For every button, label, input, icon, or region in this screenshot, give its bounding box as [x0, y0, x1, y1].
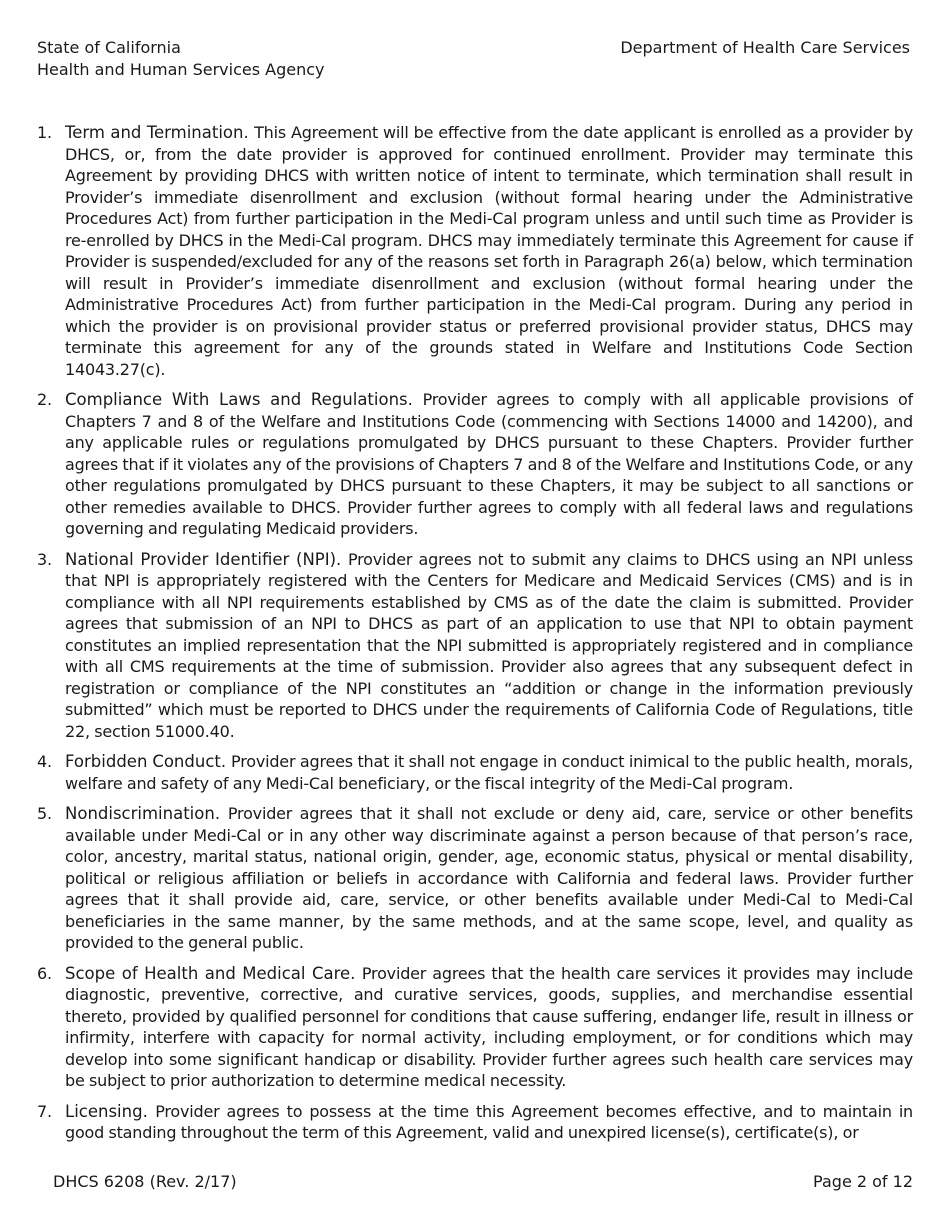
- clause-text: This Agreement will be effective from the date applicant is enrolled as a provider by DHCS, or, from the date provider is approved for continued enrollment. Provider may terminate this Agreement by providing DHCS with written notice of intent to terminate, which termination shall result in Provider’s immediate disenrollment and exclusion (without formal hearing under the Administrative Procedures Act) from further participation in the Medi-Cal program unless and until such time as Provider is re-enrolled by DHCS in the Medi-Cal program. DHCS may immediately terminate this Agreement for cause if Provider is suspended/excluded for any of the reasons set forth in Paragraph 26(a) below, which termination will result in Provider’s immediate disenrollment and exclusion (without formal hearing under the Administrative Procedures Act) from further participation in the Medi-Cal program. During any period in which the provider is on provisional provider status or preferred provisional provider status, DHCS may terminate this agreement for any of the grounds stated in Welfare and Institutions Code Section 14043.27(c).: [65, 123, 913, 379]
- header-agency-name: Health and Human Services Agency: [37, 60, 325, 79]
- clause-title: Forbidden Conduct.: [65, 752, 232, 771]
- clause-title: Term and Termination.: [65, 123, 255, 142]
- clause-title: Nondiscrimination.: [65, 804, 228, 823]
- clause-nondiscrimination: [37, 803, 913, 954]
- clause-text: Provider agrees that it shall not engage in conduct inimical to the public health, morals, welfare and safety of any Medi-Cal beneficiary, or the fiscal integrity of the Medi-Cal program.: [65, 752, 913, 793]
- clause-text: Provider agrees to comply with all applicable provisions of Chapters 7 and 8 of the Welfare and Institutions Code (commencing with Sections 14000 and 14200), and any applicable rules or regulations promulgated by DHCS pursuant to these Chapters. Provider further agrees that if it violates any of the provisions of Chapters 7 and 8 of the Welfare and Institutions Code, or any other regulations promulgated by DHCS pursuant to these Chapters, it may be subject to all sanctions or other remedies available to DHCS. Provider further agrees to comply with all federal laws and regulations governing and regulating Medicaid providers.: [65, 390, 913, 538]
- clause-term-termination: [37, 122, 913, 380]
- clause-title: Compliance With Laws and Regulations.: [65, 390, 423, 409]
- clause-title: Scope of Health and Medical Care.: [65, 963, 362, 983]
- clause-text: Provider agrees that the health care services it provides may include diagnostic, preventive, corrective, and curative services, goods, supplies, and merchandise essential thereto, provided by qualified personnel for conditions that cause suffering, endanger life, result in illness or infirmity, interfere with capacity for normal activity, including employment, or for conditions which may develop into some significant handicap or disability. Provider further agrees such health care services may be subject to prior authorization to determine medical necessity.: [65, 963, 913, 1090]
- clause-number: 5.: [37, 804, 52, 823]
- clause-number: 2.: [37, 390, 52, 409]
- footer-page-number: Page 2 of 12: [813, 1172, 913, 1191]
- clause-number: 7.: [37, 1101, 52, 1121]
- clause-number: 1.: [37, 123, 52, 142]
- clause-text: Provider agrees not to submit any claims to DHCS using an NPI unless that NPI is appropriately registered with the Centers for Medicare and Medicaid Services (CMS) and is in compliance with all NPI requirements established by CMS as of the date the claim is submitted. Provider agrees that submission of an NPI to DHCS as part of an application to use that NPI to obtain payment constitutes an implied representation that the NPI submitted is appropriately registered and in compliance with all CMS requirements at the time of submission. Provider also agrees that any subsequent defect in registration or compliance of the NPI constitutes an “addition or change in the information previously submitted” which must be reported to DHCS under the requirements of California Code of Regulations, title 22, section 51000.40.: [65, 549, 913, 741]
- header-state: State of California: [37, 38, 181, 57]
- clause-text: Provider agrees that it shall not exclude or deny aid, care, service or other benefits available under Medi-Cal or in any other way discriminate against a person because of that person’s race, color, ancestry, marital status, national origin, gender, age, economic status, physical or mental disability, political or religious affiliation or beliefs in accordance with California and federal laws. Provider further agrees that it shall provide aid, care, service, or other benefits available under Medi-Cal to Medi-Cal beneficiaries in the same manner, by the same methods, and at the same scope, level, and quality as provided to the general public.: [65, 804, 913, 952]
- clause-text: Provider agrees to possess at the time this Agreement becomes effective, and to maintain in good standing throughout the term of this Agreement, valid and unexpired license(s), certificate(s), or: [65, 1101, 914, 1142]
- clause-number: 6.: [37, 963, 52, 983]
- clause-npi: [37, 549, 913, 743]
- agreement-clauses: [37, 122, 913, 1153]
- header-department: Department of Health Care Services: [620, 38, 910, 57]
- clause-scope-of-care: [37, 963, 913, 1092]
- clause-title: National Provider Identifier (NPI).: [65, 549, 348, 569]
- clause-licensing: [37, 1101, 913, 1144]
- clause-number: 4.: [37, 752, 52, 771]
- header-agency: [37, 37, 325, 81]
- clause-compliance: [37, 389, 913, 540]
- clause-forbidden-conduct: [37, 751, 913, 794]
- footer-form-id: DHCS 6208 (Rev. 2/17): [53, 1172, 237, 1191]
- clause-title: Licensing.: [65, 1101, 156, 1121]
- clause-number: 3.: [37, 549, 52, 569]
